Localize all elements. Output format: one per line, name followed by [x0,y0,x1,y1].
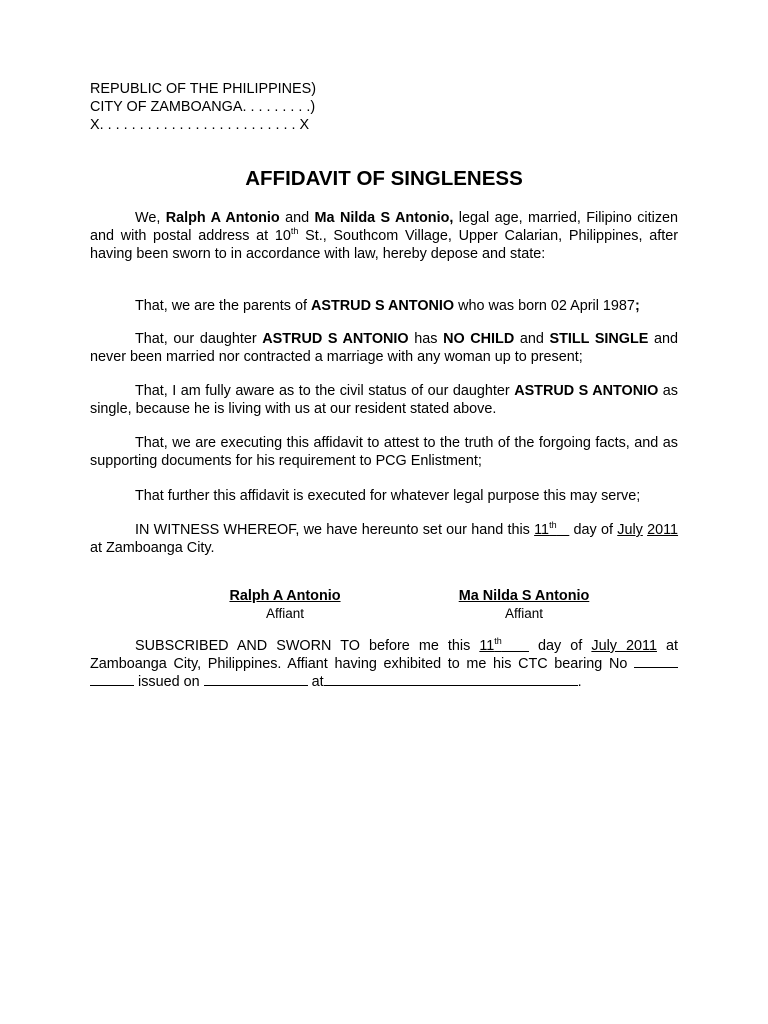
issued-on-blank[interactable] [204,673,308,686]
header-republic: REPUBLIC OF THE PHILIPPINES) [90,81,317,97]
paragraph-civil-status: That, I am fully aware as to the civil status of our daughter ASTRUD S ANTONIO as single, because he is living with us at our resident stated above. [90,383,678,417]
paragraph-legal-purpose: That further this affidavit is executed for whatever legal purpose this may serve; [135,488,641,504]
document-header [90,80,678,134]
ctc-number-blank-a[interactable] [634,655,678,668]
signature-name-left: Ralph A Antonio [229,588,341,604]
paragraph-witness: IN WITNESS WHEREOF, we have hereunto set our hand this 11th day of July 2011 at Zamboanga City. [90,520,679,556]
signature-block-left [185,587,385,623]
issued-at-blank[interactable] [324,673,578,686]
affiant1-name: Ralph A Antonio [165,210,280,226]
subscribed-day: 11th [479,636,502,654]
signature-label-right: Affiant [504,606,544,621]
subscribed-month-year: July 2011 [591,638,657,654]
header-separator: X. . . . . . . . . . . . . . . . . . . . . . . . . X [90,117,310,133]
paragraph-parents: That, we are the parents of ASTRUD S ANTONIO who was born 02 April 1987; [135,298,640,314]
header-city: CITY OF ZAMBOANGA. . . . . . . . .) [90,99,316,115]
document-title: AFFIDAVIT OF SINGLENESS [245,167,523,190]
affiant2-name: Ma Nilda S Antonio, [314,210,454,226]
paragraph-executing: That, we are executing this affidavit to attest to the truth of the forgoing facts, and as supporting documents for his requirement to PCG Enlistment; [90,435,678,469]
witness-day: 11th [534,520,557,538]
paragraph-no-child: That, our daughter ASTRUD S ANTONIO has NO CHILD and STILL SINGLE and never been married nor contracted a marriage with any woman up to present; [90,331,679,365]
signature-label-left: Affiant [265,606,305,621]
signature-block-right [424,587,624,623]
paragraph-subscribed: SUBSCRIBED AND SWORN TO before me this 11th day of July 2011 at Zamboanga City, Philippines. Affiant having exhibited to me his CTC bearing No issued on at . [90,636,679,690]
paragraph-affiants: We, Ralph A Antonio and Ma Nilda S Antonio, legal age, married, Filipino citizen and with postal address at 10th St., Southcom Village, Upper Calarian, Philippines, after having been sworn to in accordance with law, hereby depose and state: [90,210,679,262]
child-name: ASTRUD S ANTONIO [311,298,455,314]
ctc-number-blank-b[interactable] [90,673,134,686]
witness-year: 2011 [647,522,679,538]
signature-name-right: Ma Nilda S Antonio [458,588,590,604]
